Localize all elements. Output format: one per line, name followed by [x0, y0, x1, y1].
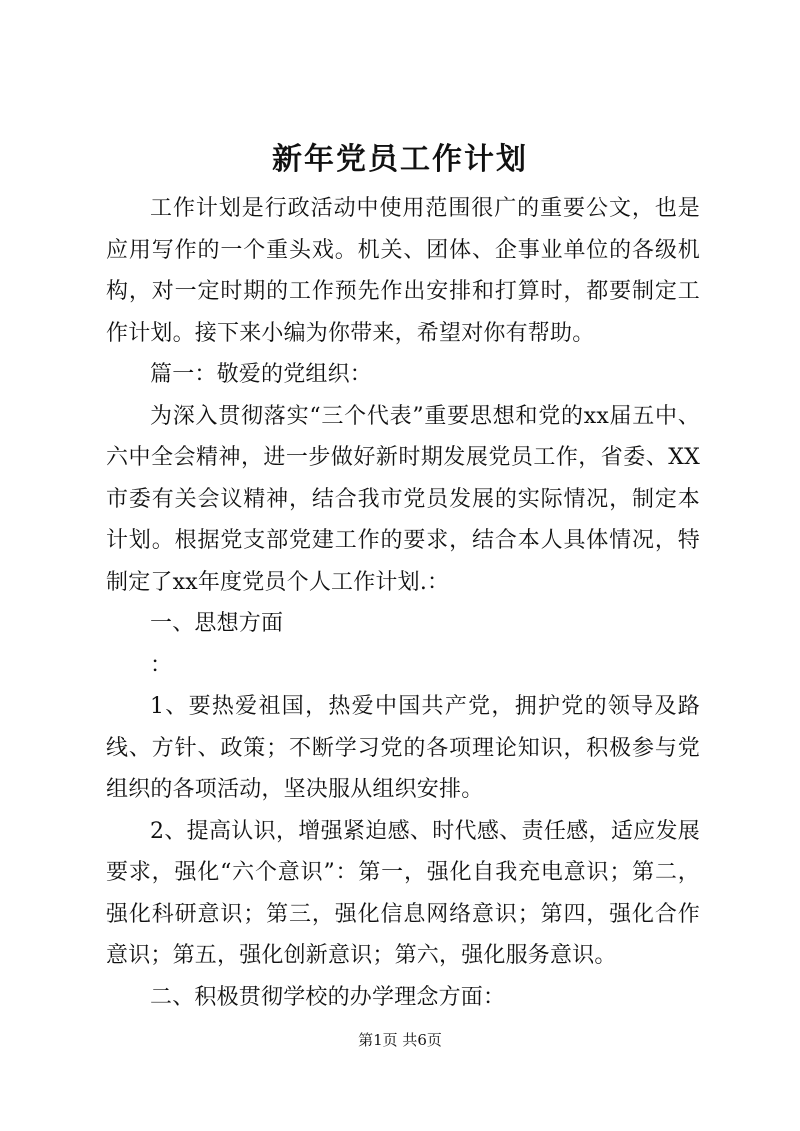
- document-title: 新年党员工作计划: [272, 142, 528, 177]
- section-heading-thought: 一、思想方面: [150, 611, 284, 636]
- salutation-paragraph: 篇一：敬爱的党组织：: [150, 362, 373, 387]
- section-heading-school-philosophy: 二、积极贯彻学校的办学理念方面：: [150, 984, 506, 1010]
- page-number-footer: 第1页 共6页: [358, 1031, 442, 1049]
- intro-paragraph: 工作计划是行政活动中使用范围很广的重要公文，也是应用写作的一个重头戏。机关、团体、企事业单位的各级机构，对一定时期的工作预先作出安排和打算时，都要制定工作计划。接下来小编为你带来，希望对你有帮助。: [106, 196, 700, 346]
- item-1-paragraph: 1、要热爱祖国，热爱中国共产党，拥护党的领导及路线、方针、政策；不断学习党的各项理论知识，积极参与党组织的各项活动，坚决服从组织安排。: [106, 694, 700, 802]
- purpose-paragraph: 为深入贯彻落实“三个代表”重要思想和党的xx届五中、六中全会精神，进一步做好新时期发展党员工作，省委、XX市委有关会议精神，结合我市党员发展的实际情况，制定本计划。根据党支部党建工作的要求，结合本人具体情况，特制定了xx年度党员个人工作计划.：: [106, 403, 700, 595]
- colon-line: ：: [150, 652, 173, 678]
- item-2-paragraph: 2、提高认识，增强紧迫感、时代感、责任感，适应发展要求，强化“六个意识”：第一，强化自我充电意识；第二，强化科研意识；第三，强化信息网络意识；第四，强化合作意识；第五，强化创新意识；第六，强化服务意识。: [106, 818, 700, 968]
- document-body: [106, 188, 700, 1018]
